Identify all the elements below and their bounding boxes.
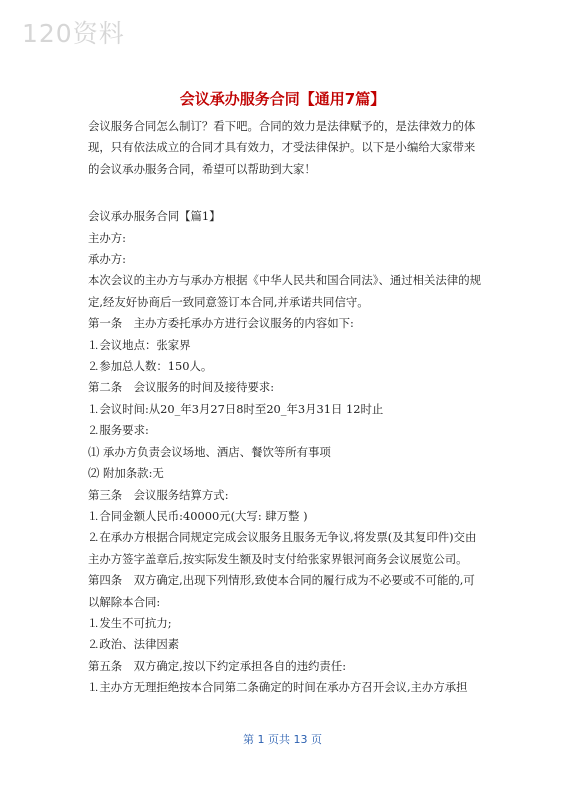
line: 会议承办服务合同【篇1】 — [88, 209, 221, 224]
line: 第一条 主办方委托承办方进行会议服务的内容如下: — [88, 316, 354, 331]
line: ⒈合同金额人民币:40000元(大写: 肆万整 ) — [88, 508, 308, 523]
line: 第二条 会议服务的时间及接待要求: — [88, 380, 275, 395]
line: ⑵ 附加条款:无 — [88, 466, 164, 481]
document-body — [88, 116, 484, 699]
watermark-logo: 120资料 — [22, 19, 125, 48]
paragraph-gap — [88, 180, 484, 206]
line: 主办方: — [88, 230, 127, 245]
intro-paragraph — [88, 116, 484, 180]
line: ⒉参加总人数：150人。 — [88, 359, 213, 374]
intro-text: 会议服务合同怎么制订？看下吧。合同的效力是法律赋予的，是法律效力的体现，只有依法成立的合同才具有效力，才受法律保护。以下是小编给大家带来的会议承办服务合同，希望可以帮助到大家！ — [88, 119, 476, 176]
document-title: 会议承办服务合同【通用7篇】 — [179, 90, 386, 108]
line: ⒉政治、法律因素 — [88, 637, 180, 652]
line: 承办方: — [88, 252, 127, 267]
line: ⒈会议时间:从20_年3月27日8时至20_年3月31日 12时止 — [88, 401, 384, 416]
line: ⒈会议地点：张家界 — [88, 337, 191, 352]
line: 第五条 双方确定,按以下约定承担各自的违约责任: — [88, 658, 347, 673]
page-number: 第 1 页共 13 页 — [243, 733, 322, 746]
line: ⒈主办方无理拒绝按本合同第二条确定的时间在承办方召开会议,主办方承担 — [88, 680, 468, 695]
line: 本次会议的主办方与承办方根据《中华人民共和国合同法》、通过相关法律的规定,经友好协商后一致同意签订本合同,并承诺共同信守。 — [88, 273, 481, 309]
line: ⒉在承办方根据合同规定完成会议服务且服务无争议,将发票(及其复印件)交由主办方签字盖章后,按实际发生额及时支付给张家界银河商务会议展览公司。 — [88, 530, 477, 566]
line: 第四条 双方确定,出现下列情形,致使本合同的履行成为不必要或不可能的,可以解除本合同: — [88, 573, 475, 609]
line: ⑴ 承办方负责会议场地、酒店、餐饮等所有事项 — [88, 444, 331, 459]
line: ⒉服务要求: — [88, 423, 149, 438]
line: ⒈发生不可抗力; — [88, 615, 172, 630]
line: 第三条 会议服务结算方式: — [88, 487, 229, 502]
